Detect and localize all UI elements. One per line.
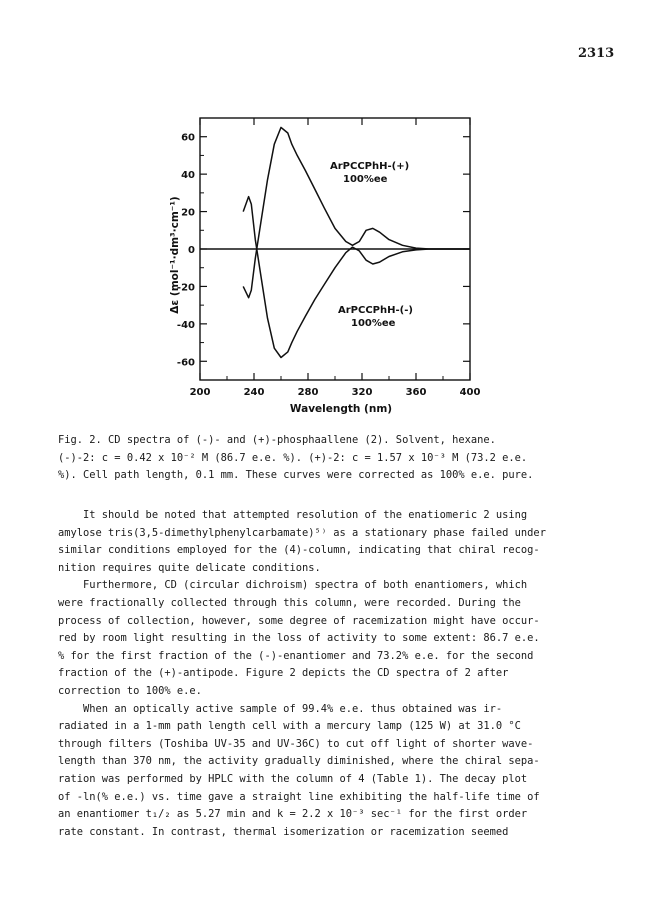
text-line: correction to 100% e.e. bbox=[58, 684, 202, 697]
caption-line: Fig. 2. CD spectra of (-)- and (+)-phosphaallene (2). Solvent, hexane. bbox=[58, 434, 496, 446]
y-tick-label: -40 bbox=[176, 319, 195, 331]
text-line: It should be noted that attempted resolution of the enatiomeric 2 using bbox=[83, 509, 528, 521]
y-tick-label: 20 bbox=[181, 207, 195, 219]
text-line: through filters (Toshiba UV-35 and UV-36C) to cut off light of shorter wave- bbox=[58, 737, 534, 750]
x-axis-title: Wavelength (nm) bbox=[289, 403, 393, 415]
x-tick-label: 200 bbox=[189, 387, 211, 398]
text-line: % for the first fraction of the (-)-enantiomer and 73.2% e.e. for the second bbox=[58, 649, 534, 662]
caption-line: %). Cell path length, 0.1 mm. These curves were corrected as 100% e.e. pure. bbox=[58, 469, 534, 482]
y-tick-label: -20 bbox=[176, 282, 195, 294]
series-label: ArPCCPhH-(+) bbox=[330, 161, 410, 172]
text-line: Furthermore, CD (circular dichroism) spectra of both enantiomers, which bbox=[83, 579, 528, 592]
series-label: ArPCCPhH-(-) bbox=[338, 305, 413, 316]
page-number: 2313 bbox=[578, 46, 615, 61]
x-tick-label: 240 bbox=[243, 387, 265, 398]
cd-spectra-chart bbox=[0, 0, 672, 430]
text-line: process of collection, however, some degree of racemization might have occur- bbox=[58, 614, 540, 627]
text-line: nition requires quite delicate conditions. bbox=[58, 561, 321, 574]
y-tick-label: 0 bbox=[188, 245, 195, 256]
text-line: rate constant. In contrast, thermal isomerization or racemization seemed bbox=[58, 825, 509, 838]
series-line bbox=[243, 127, 470, 297]
caption-line: (-)-2: c = 0.42 x 10⁻² M (86.7 e.e. %). (+)-2: c = 1.57 x 10⁻³ M (73.2 e.e. bbox=[58, 451, 528, 464]
y-tick-label: -60 bbox=[176, 357, 195, 369]
series-group bbox=[243, 127, 470, 357]
text-line: amylose tris(3,5-dimethylphenylcarbamate)⁵⁾ as a stationary phase failed under bbox=[58, 526, 546, 539]
text-line: ration was performed by HPLC with the column of 4 (Table 1). The decay plot bbox=[58, 772, 528, 785]
x-tick-label: 400 bbox=[459, 387, 481, 398]
text-line: red by room light resulting in the loss of activity to some extent: 86.7 e.e. bbox=[58, 632, 540, 645]
body-text bbox=[58, 507, 618, 841]
y-tick-label: 60 bbox=[181, 132, 195, 144]
text-line: fraction of the (+)-antipode. Figure 2 depicts the CD spectra of 2 after bbox=[58, 667, 509, 680]
x-tick-label: 280 bbox=[297, 387, 319, 398]
text-line: of -ln(% e.e.) vs. time gave a straight line exhibiting the half-life time of bbox=[58, 790, 540, 803]
y-tick-label: 40 bbox=[181, 170, 195, 182]
text-line: were fractionally collected through this column, were recorded. During the bbox=[58, 596, 521, 609]
x-tick-label: 320 bbox=[351, 387, 373, 398]
text-line: similar conditions employed for the (4)-column, indicating that chiral recog- bbox=[58, 544, 540, 557]
axis-ticks bbox=[177, 118, 481, 398]
y-axis-title: Δε (mol⁻¹·dm³·cm⁻¹) bbox=[169, 196, 181, 314]
x-tick-label: 360 bbox=[405, 387, 427, 398]
series-label: 100%ee bbox=[351, 318, 396, 329]
series-line bbox=[243, 197, 470, 358]
series-label: 100%ee bbox=[343, 174, 388, 185]
text-line: radiated in a 1-mm path length cell with a mercury lamp (125 W) at 31.0 °C bbox=[58, 720, 521, 733]
text-line: When an optically active sample of 99.4% e.e. thus obtained was ir- bbox=[83, 702, 503, 715]
text-line: an enantiomer t₁/₂ as 5.27 min and k = 2.2 x 10⁻³ sec⁻¹ for the first order bbox=[58, 808, 528, 821]
text-line: length than 370 nm, the activity gradually diminished, where the chiral sepa- bbox=[58, 755, 540, 768]
figure-caption bbox=[58, 432, 618, 485]
